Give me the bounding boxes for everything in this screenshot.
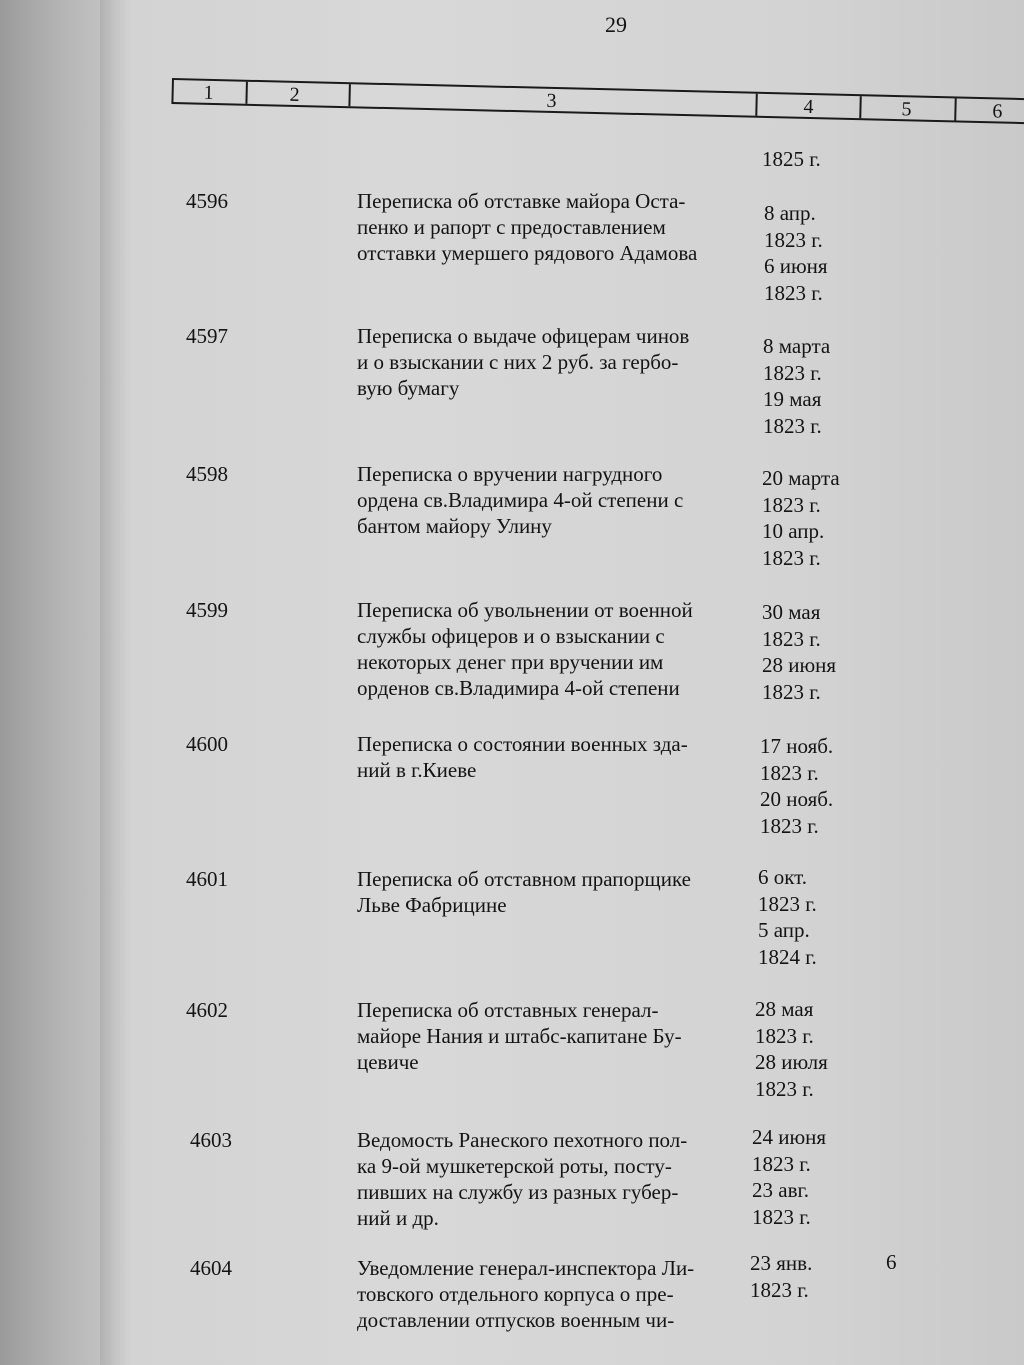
description-line: бантом майору Улину (357, 514, 552, 538)
date-line: 8 апр. (764, 201, 816, 225)
description-line: майоре Нания и штабс-капитане Бу- (357, 1024, 682, 1048)
date-line: 1823 г. (762, 545, 821, 570)
header-col-2: 2 (247, 82, 350, 106)
header-col-6: 6 (992, 100, 1003, 123)
entry-number: 4600 (186, 732, 228, 756)
entry-number: 4601 (186, 867, 228, 891)
description-line: цевиче (357, 1050, 419, 1074)
description-line: пивших на службу из разных губер- (357, 1180, 679, 1204)
entry-number: 4604 (190, 1256, 232, 1280)
header-col-5: 5 (861, 96, 956, 120)
date-line: 8 марта (763, 334, 831, 358)
description-line: службы офицеров и о взыскании с (357, 624, 665, 648)
description-line: товского отдельного корпуса о пре- (357, 1282, 674, 1306)
entry-description (357, 188, 752, 266)
entry-number: 4603 (190, 1128, 232, 1152)
header-col-1: 1 (173, 80, 247, 104)
date-line: 1823 г. (755, 1076, 814, 1101)
date-line: 1823 г. (762, 679, 821, 704)
entry-dates (758, 864, 868, 970)
date-line: 1823 г. (764, 280, 823, 305)
date-line: 1823 г. (750, 1277, 809, 1302)
description-line: и о взыскании с них 2 руб. за гербо- (357, 350, 679, 374)
entry-number: 4602 (186, 998, 228, 1022)
description-line: ордена св.Владимира 4-ой степени с (357, 488, 684, 512)
date-line: 20 марта (762, 466, 840, 490)
entry-description (357, 866, 752, 918)
date-line: 1824 г. (758, 944, 817, 969)
date-line: 1823 г. (752, 1151, 811, 1176)
description-line: Переписка об увольнении от военной (357, 598, 693, 622)
description-line: ка 9-ой мушкетерской роты, посту- (357, 1154, 672, 1178)
book-spine-shadow (100, 0, 130, 1365)
page-number: 29 (605, 12, 627, 37)
date-line: 28 июня (762, 653, 837, 677)
description-line: Переписка об отставке майора Оста- (357, 189, 686, 213)
date-line: 17 нояб. (760, 734, 834, 758)
description-line: пенко и рапорт с предоставлением (357, 215, 666, 239)
entry-dates (762, 465, 872, 571)
date-line: 20 нояб. (760, 787, 834, 811)
date-line: 28 мая (755, 997, 814, 1021)
description-line: Переписка о состоянии военных зда- (357, 732, 688, 756)
entry-number: 4599 (186, 598, 228, 622)
description-line: Переписка о вручении нагрудного (357, 462, 663, 486)
description-line: Льве Фабрицине (357, 893, 507, 917)
header-col-4: 4 (757, 94, 861, 118)
date-line: 10 апр. (762, 519, 825, 543)
entry-description (357, 323, 752, 401)
date-line: 5 апр. (758, 918, 810, 942)
date-line: 1823 г. (762, 626, 821, 651)
table-header (171, 78, 1024, 125)
description-line: вую бумагу (357, 376, 460, 400)
date-line: 28 июля (755, 1050, 828, 1074)
entry-description (357, 597, 752, 701)
date-line: 23 янв. (750, 1251, 813, 1275)
entry-number: 4597 (186, 324, 228, 348)
date-line: 1823 г. (758, 891, 817, 916)
date-line: 1823 г. (760, 760, 819, 785)
description-line: некоторых денег при вручении им (357, 650, 664, 674)
description-line: орденов св.Владимира 4-ой степени (357, 676, 680, 700)
entry-dates (760, 733, 870, 839)
description-line: доставлении отпусков военным чи- (357, 1308, 675, 1332)
continued-date: 1825 г. (762, 147, 821, 171)
description-line: Переписка о выдаче офицерам чинов (357, 324, 690, 348)
description-line: Уведомление генерал-инспектора Ли- (357, 1256, 695, 1280)
entry-number: 4598 (186, 462, 228, 486)
entry-dates (762, 599, 872, 705)
date-line: 1823 г. (763, 360, 822, 385)
description-line: ний в г.Киеве (357, 758, 477, 782)
entry-description (357, 461, 752, 539)
entry-dates (764, 200, 874, 306)
date-line: 1823 г. (752, 1204, 811, 1229)
entry-number: 4596 (186, 189, 228, 213)
date-line: 24 июня (752, 1125, 827, 1149)
entry-description (357, 997, 752, 1075)
date-line: 23 авг. (752, 1178, 809, 1202)
entry-description (357, 1255, 752, 1333)
entry-description (357, 731, 752, 783)
date-line: 6 окт. (758, 865, 808, 889)
date-line: 1823 г. (763, 413, 822, 438)
entry-dates (755, 996, 865, 1102)
header-col-3: 3 (350, 84, 757, 116)
description-line: отставки умершего рядового Адамова (357, 241, 698, 265)
date-line: 1823 г. (762, 492, 821, 517)
date-line: 1823 г. (764, 227, 823, 252)
description-line: Ведомость Ранеского пехотного пол- (357, 1128, 688, 1152)
description-line: Переписка об отставном прапорщике (357, 867, 691, 891)
entry-sheet-count: 6 (886, 1250, 897, 1274)
date-line: 19 мая (763, 387, 822, 411)
description-line: ний и др. (357, 1206, 439, 1230)
date-line: 1823 г. (755, 1023, 814, 1048)
date-line: 30 мая (762, 600, 821, 624)
description-line: Переписка об отставных генерал- (357, 998, 659, 1022)
entry-dates (752, 1124, 862, 1230)
entry-description (357, 1127, 752, 1231)
entry-dates (750, 1250, 860, 1303)
entry-dates (763, 333, 873, 439)
date-line: 6 июня (764, 254, 828, 278)
date-line: 1823 г. (760, 813, 819, 838)
